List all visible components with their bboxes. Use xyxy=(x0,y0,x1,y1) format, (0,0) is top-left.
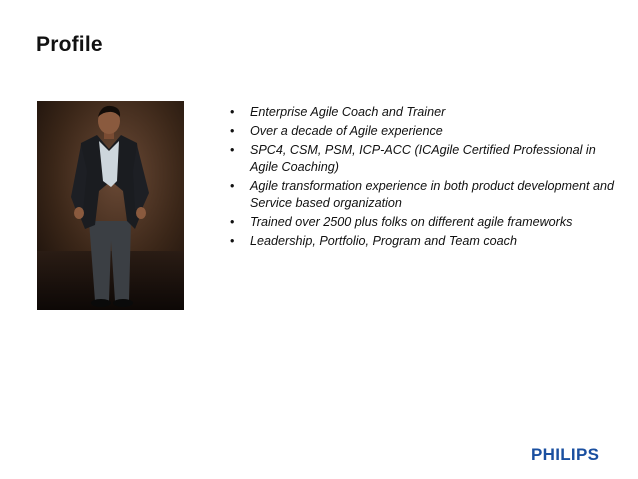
list-item xyxy=(230,104,625,121)
slide-title: Profile xyxy=(36,33,103,56)
bullet-icon: • xyxy=(230,179,235,193)
bullet-icon: • xyxy=(230,124,235,138)
list-item xyxy=(230,233,625,250)
bullet-text: Over a decade of Agile experience xyxy=(250,124,443,138)
list-item xyxy=(230,123,625,140)
bullet-text: Leadership, Portfolio, Program and Team coach xyxy=(250,234,517,248)
bullet-icon: • xyxy=(230,215,235,229)
bullet-icon: • xyxy=(230,234,235,248)
list-item xyxy=(230,142,625,176)
philips-logo: PHILIPS xyxy=(531,445,600,464)
list-item xyxy=(230,214,625,231)
bullet-text: SPC4, CSM, PSM, ICP-ACC (ICAgile Certified Professional in Agile Coaching) xyxy=(250,143,596,174)
bullet-text: Trained over 2500 plus folks on different agile frameworks xyxy=(250,215,573,229)
bullet-icon: • xyxy=(230,105,235,119)
profile-photo xyxy=(37,101,184,310)
bullet-icon: • xyxy=(230,143,235,157)
bullet-text: Enterprise Agile Coach and Trainer xyxy=(250,105,446,119)
list-item xyxy=(230,178,625,212)
bullet-text: Agile transformation experience in both product development and Service based organization xyxy=(250,179,615,210)
profile-bullet-list xyxy=(230,104,625,252)
